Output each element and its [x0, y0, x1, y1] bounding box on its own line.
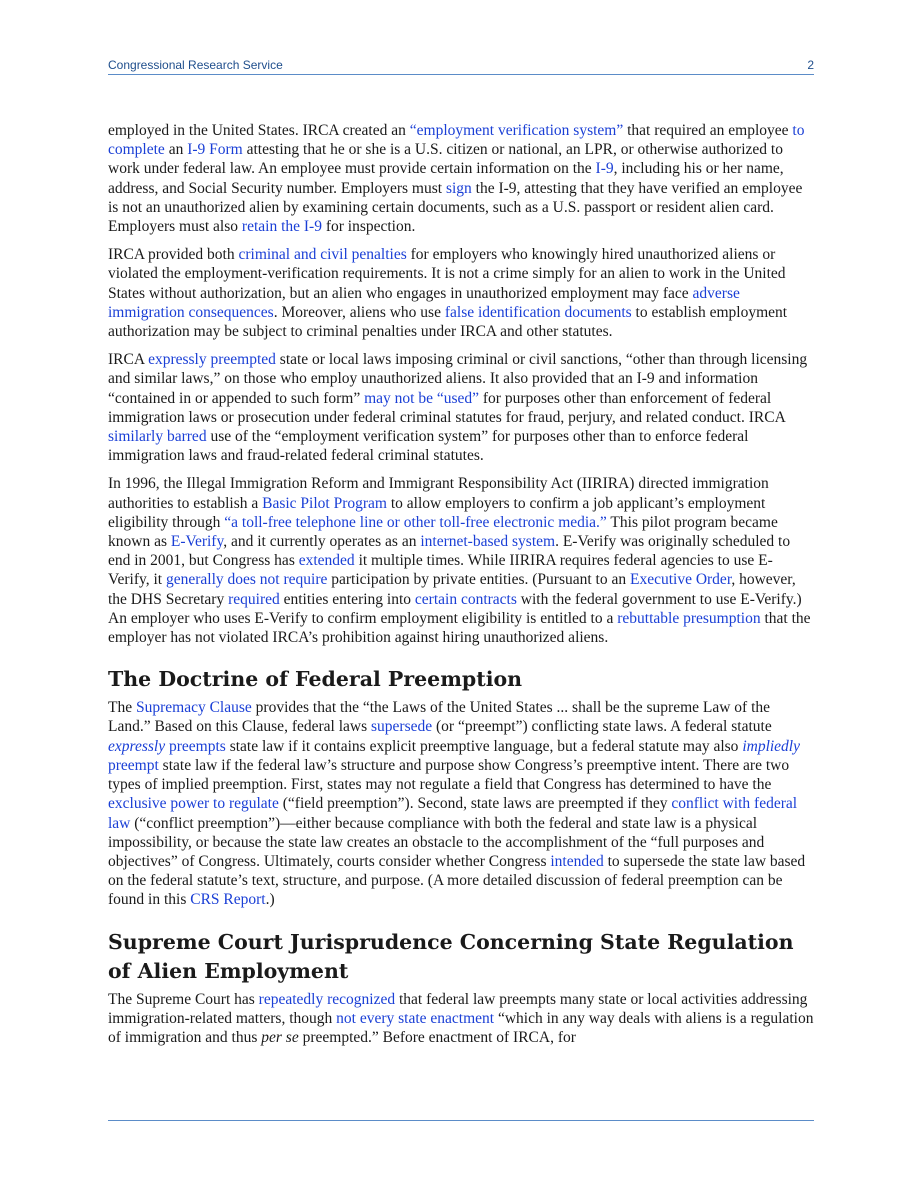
- link-certain-contracts[interactable]: certain contracts: [414, 590, 517, 608]
- link-conflict-with-federal-law[interactable]: conflict with federal law: [108, 795, 798, 832]
- link-generally-does-not-require[interactable]: generally does not require: [165, 571, 328, 589]
- link-expressly-preempts[interactable]: expressly preempts: [108, 737, 226, 755]
- section-heading-supreme-court-jurisprudence: Supreme Court Jurisprudence Concerning State Regulation of Alien Employment: [108, 929, 794, 983]
- header-source: Congressional Research Service: [108, 58, 283, 72]
- footer-rule: [108, 1120, 814, 1121]
- header-rule: [108, 74, 814, 75]
- link-retain-i9[interactable]: retain the I-9: [241, 218, 322, 236]
- link-e-verify[interactable]: E-Verify: [170, 533, 224, 551]
- paragraph-6: The Supreme Court has repeatedly recognized that federal law preempts many state or local activities addressing immigration-related matters, though not every state enactment “which in any way deals with aliens is a regulation of immigration and thus per se preempted.” Before enactment of IRCA, for: [108, 990, 814, 1046]
- link-rebuttable-presumption[interactable]: rebuttable presumption: [617, 609, 761, 627]
- link-supersede[interactable]: supersede: [371, 718, 433, 736]
- link-i9-form[interactable]: I-9 Form: [187, 141, 243, 159]
- paragraph-1: employed in the United States. IRCA created an “employment verification system” that required an employee to complete an I-9 Form attesting that he or she is a U.S. citizen or national, an LPR, or otherwise authorized to work under federal law. An employee must provide certain information on the I-9, including his or her name, address, and Social Security number. Employers must sign the I-9, attesting that they have verified an employee is not an unauthorized alien by examining certain documents, such as a U.S. passport or resident alien card. Employers must also retain the I-9 for inspection.: [108, 122, 805, 236]
- link-supremacy-clause[interactable]: Supremacy Clause: [135, 699, 252, 717]
- link-i9[interactable]: I-9: [595, 160, 614, 178]
- link-expressly-preempted[interactable]: expressly preempted: [148, 351, 276, 369]
- link-criminal-civil-penalties[interactable]: criminal and civil penalties: [238, 246, 407, 264]
- link-sign[interactable]: sign: [445, 179, 472, 197]
- page-number: 2: [807, 58, 814, 72]
- link-not-every-state-enactment[interactable]: not every state enactment: [336, 1009, 495, 1027]
- section-heading-federal-preemption: The Doctrine of Federal Preemption: [108, 667, 523, 692]
- link-extended[interactable]: extended: [298, 552, 355, 570]
- link-to-complete[interactable]: to complete: [108, 122, 805, 159]
- link-employment-verification-system[interactable]: “employment verification system”: [409, 122, 624, 139]
- paragraph-2: IRCA provided both criminal and civil penalties for employers who knowingly hired unauthorized aliens or violated the employment-verification requirements. It is not a crime simply for an alien to work in the United States without authorization, but an alien who engages in unauthorized employment may face adverse immigration consequences. Moreover, aliens who use false identification documents to establish employment authorization may be subject to criminal penalties under IRCA and other statutes.: [108, 246, 788, 341]
- paragraph-3: IRCA expressly preempted state or local laws imposing criminal or civil sanctions, “other than through licensing and similar laws,” on those who employ unauthorized aliens. It also provided that an I-9 and information “contained in or appended to such form” may not be “used” for purposes other than enforcement of federal immigration laws or prosecution under federal criminal statutes for fraud, perjury, and related conduct. IRCA similarly barred use of the “employment verification system” for purposes other than to enforce federal immigration laws and fraud-related federal criminal statutes.: [108, 351, 808, 465]
- link-internet-based-system[interactable]: internet-based system: [420, 533, 556, 551]
- link-exclusive-power-to-regulate[interactable]: exclusive power to regulate: [108, 795, 279, 813]
- link-adverse-immigration-consequences[interactable]: adverse immigration consequences: [108, 284, 740, 321]
- link-required[interactable]: required: [228, 590, 280, 608]
- paragraph-5: The Supremacy Clause provides that the “the Laws of the United States ... shall be the supreme Law of the Land.” Based on this Clause, federal laws supersede (or “preempt”) conflicting state laws. A federal statute expressly preempts state law if it contains explicit preemptive language, but a federal statute may also impliedly preempt state law if the federal law’s structure and purpose show Congress’s preemptive intent. There are two types of implied preemption. First, states may not regulate a field that Congress has determined to have the exclusive power to regulate (“field preemption”). Second, state laws are preempted if they conflict with federal law (“conflict preemption”)—either because compliance with both the federal and state law is a physical impossibility, or because the state law creates an obstacle to the accomplishment of the “full purposes and objectives” of Congress. Ultimately, courts consider whether Congress intended to supersede the state law based on the federal statute’s text, structure, and purpose. (A more detailed discussion of federal preemption can be found in this CRS Report.): [108, 699, 806, 909]
- link-intended[interactable]: intended: [550, 852, 604, 870]
- link-toll-free-telephone[interactable]: “a toll-free telephone line or other toll-free electronic media.”: [224, 513, 607, 531]
- link-executive-order[interactable]: Executive Order: [629, 571, 732, 589]
- link-false-identification-documents[interactable]: false identification documents: [444, 303, 632, 321]
- link-may-not-be-used[interactable]: may not be “used”: [364, 389, 480, 407]
- link-repeatedly-recognized[interactable]: repeatedly recognized: [258, 990, 396, 1008]
- link-impliedly-preempt[interactable]: impliedly preempt: [108, 737, 800, 774]
- link-similarly-barred[interactable]: similarly barred: [108, 428, 207, 446]
- link-crs-report[interactable]: CRS Report: [190, 891, 266, 909]
- paragraph-4: In 1996, the Illegal Immigration Reform and Immigrant Responsibility Act (IIRIRA) directed immigration authorities to establish a Basic Pilot Program to allow employers to confirm a job applicant’s employment eligibility through “a toll-free telephone line or other toll-free electronic media.” This pilot program became known as E-Verify, and it currently operates as an internet-based system. E-Verify was originally scheduled to end in 2001, but Congress has extended it multiple times. While IIRIRA requires federal agencies to use E-Verify, it generally does not require participation by private entities. (Pursuant to an Executive Order, however, the DHS Secretary required entities entering into certain contracts with the federal government to use E-Verify.) An employer who uses E-Verify to confirm employment eligibility is entitled to a rebuttable presumption that the employer has not violated IRCA’s prohibition against hiring unauthorized aliens.: [108, 475, 811, 647]
- document-body: [108, 121, 814, 1056]
- link-basic-pilot-program[interactable]: Basic Pilot Program: [262, 494, 387, 512]
